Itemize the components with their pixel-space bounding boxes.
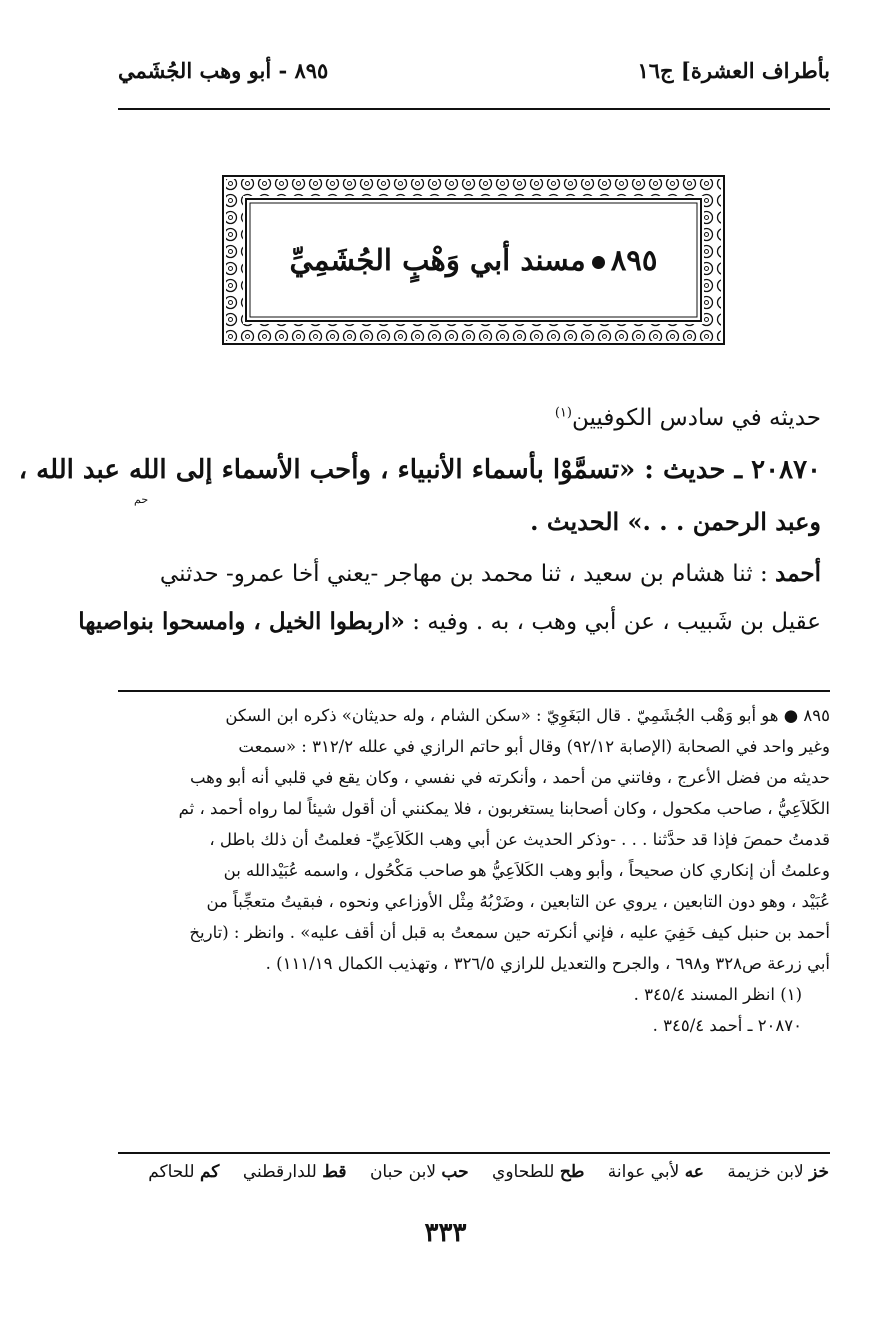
abbreviation-item (370, 1162, 469, 1182)
footnote-ref: (١) (554, 405, 572, 421)
footnote-line: ٨٩٥ ● هو أبو وَهْب الجُشَمِيّ . قال البَغَوِيّ : «سكن الشام ، وله حديثان» ذكره ابن السكن (225, 706, 830, 725)
page-number: ٣٣٣ (424, 1218, 467, 1248)
abbreviation-code: حب (441, 1162, 469, 1182)
abbreviation-code: عه (684, 1162, 704, 1182)
abbreviation-code: طح (559, 1162, 585, 1182)
header-divider (118, 108, 830, 110)
footnote-line: أبي زرعة ص٣٢٨ و٦٩٨ ، والجرح والتعديل للرازي ٣٢٦/٥ ، وتهذيب الكمال ١١١/١٩) . (265, 954, 830, 973)
isnad-line-1 (160, 560, 821, 587)
hadith-text: ـ حديث : «تسمَّوْا بأسماء الأنبياء ، وأحب الأسماء إلى الله عبد الله ، (18, 455, 743, 485)
footnote-line: حديثه من فضل الأعرج ، وفاتني من أحمد ، وأنكرته في نفسي ، وكان يقع في قلبي أنه أبو وهب (189, 768, 830, 787)
footnotes (118, 700, 830, 1041)
footnote-line: عُبَيْد ، وهو دون التابعين ، يروي عن التابعين ، وضَرْبُهُ مِثْل الأوزاعي ونحوه ، فبقيتُ متعجِّباً من (206, 892, 830, 911)
abbreviation-code: كم (199, 1162, 220, 1182)
abbreviation-item (727, 1162, 829, 1182)
abbreviation-name: لأبي عوانة (607, 1162, 680, 1182)
section-heading (252, 235, 695, 285)
abbreviations-divider (118, 1152, 830, 1154)
hadith-number: ٢٠٨٧٠ (751, 455, 821, 485)
footnote-2: ٢٠٨٧٠ ـ أحمد ٣٤٥/٤ . (652, 1016, 802, 1035)
bullet-icon (592, 256, 605, 269)
footnote-divider (118, 690, 830, 692)
footnote-line: أحمد بن حنبل كيف خَفِيَ عليه ، فإني أنكرته حين سمعتُ به قبل أن أقف عليه» . وانظر : (تاريخ (189, 923, 830, 942)
abbreviation-item (492, 1162, 584, 1182)
header-book-title: بأطراف العشرة] ج١٦ (637, 58, 830, 83)
hadith-line-2: وعبد الرحمن . . .» الحديث . (530, 507, 821, 536)
section-name: مسند أبي وَهْبٍ الجُشَمِيِّ (289, 243, 586, 277)
isnad-source: أحمد (775, 560, 821, 587)
footnote-line: وغير واحد في الصحابة (الإصابة ٩٢/١٢) وقال أبو حاتم الرازي في علله ٣١٢/٢ : «سمعت (238, 737, 830, 756)
footnote-line: الكَلاَعِيُّ ، صاحب مكحول ، وكان أصحابنا يستغربون ، فلا يمكنني أن أقول شيئاً لما رواه أحمد ، ثم (178, 799, 830, 818)
abbreviation-name: للطحاوي (492, 1162, 555, 1182)
abbreviation-name: لابن حبان (369, 1162, 437, 1182)
intro-line (555, 405, 821, 431)
footnote-line: وعلمتُ أن إنكاري كان صحيحاً ، وأبو وهب الكَلاَعِيُّ هو صاحب مَكْحُول ، واسمه عُبَيْدالله بن (223, 861, 830, 880)
abbreviation-item (243, 1162, 347, 1182)
section-number: ٨٩٥ (610, 243, 658, 277)
abbreviation-code: قط (322, 1162, 347, 1182)
abbreviation-name: للدارقطني (242, 1162, 317, 1182)
abbreviations-key (130, 1162, 829, 1182)
abbreviation-code: خز (809, 1162, 829, 1182)
isnad-text: عقيل بن شَبيب ، عن أبي وهب ، به . وفيه : (412, 609, 821, 635)
abbreviation-name: للحاكم (148, 1162, 195, 1182)
isnad-text: : ثنا هشام بن سعيد ، ثنا محمد بن مهاجر -يعني أخا عمرو- حدثني (159, 561, 768, 587)
abbreviation-item (608, 1162, 704, 1182)
footnote-1: (١) انظر المسند ٣٤٥/٤ . (633, 985, 802, 1004)
source-marker: حم (134, 493, 149, 506)
hadith-line-1 (19, 455, 821, 485)
isnad-line-2 (78, 608, 821, 635)
intro-text: حديثه في سادس الكوفيين (571, 405, 821, 431)
footnote-line: قدمتُ حمصَ فإذا قد حدَّثنا . . . -وذكر الحديث عن أبي وهب الكَلاَعِيِّ- فعلمتُ أن ذلك باطل ، (209, 830, 830, 849)
abbreviation-item (148, 1162, 219, 1182)
running-header (118, 52, 830, 92)
section-title-frame (222, 175, 725, 345)
header-section-title: ٨٩٥ - أبو وهب الجُشَمي (118, 58, 329, 83)
isnad-quote: «اربطوا الخيل ، وامسحوا بنواصيها (78, 608, 405, 635)
abbreviation-name: لابن خزيمة (727, 1162, 804, 1182)
